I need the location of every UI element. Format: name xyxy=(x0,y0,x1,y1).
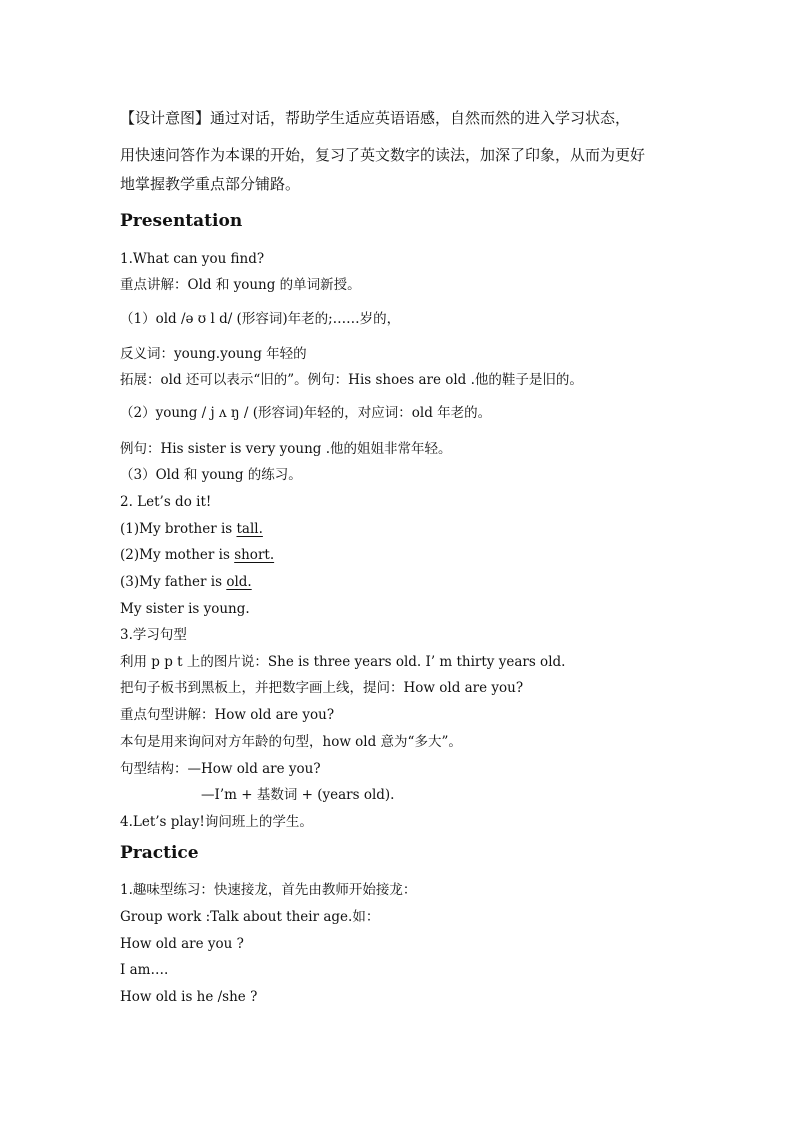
exercise-answer: old. xyxy=(226,574,252,590)
practice-line: I am…. xyxy=(120,962,169,978)
practice-heading: Practice xyxy=(120,843,199,863)
practice-line: 1.趣味型练习：快速接龙，首先由教师开始接龙： xyxy=(120,882,417,898)
exercise-prompt: (3)My father is xyxy=(120,574,227,590)
presentation-line: 例句：His sister is very young .他的姐姐非常年轻。 xyxy=(120,441,452,457)
intent-line-3: 地掌握教学重点部分铺路。 xyxy=(120,175,301,193)
presentation-line: 利用 p p t 上的图片说：She is three years old. I’ m thirty years old. xyxy=(120,654,566,670)
presentation-line: 反义词：young.young 年轻的 xyxy=(120,346,307,362)
presentation-line: 把句子板书到黑板上，并把数字画上线，提问：How old are you? xyxy=(120,680,524,696)
presentation-line: My sister is young. xyxy=(120,601,250,617)
exercise-line xyxy=(120,572,252,592)
practice-line: Group work :Talk about their age.如： xyxy=(120,909,380,925)
exercise-answer: tall. xyxy=(236,521,263,537)
exercise-line xyxy=(120,519,263,539)
presentation-line: 本句是用来询问对方年龄的句型，how old 意为“多大”。 xyxy=(120,734,462,750)
presentation-line: （1）old /ə ʊ l d/ (形容词)年老的;……岁的， xyxy=(120,311,401,327)
practice-line: How old is he /she ? xyxy=(120,989,258,1005)
intent-line-2: 用快速问答作为本课的开始，复习了英文数字的读法，加深了印象，从而为更好 xyxy=(120,146,646,164)
exercise-prompt: (1)My brother is xyxy=(120,521,237,537)
presentation-line: 拓展：old 还可以表示“旧的”。例句：His shoes are old .他的鞋子是旧的。 xyxy=(120,372,583,388)
exercise-prompt: (2)My mother is xyxy=(120,547,235,563)
practice-line: How old are you ? xyxy=(120,936,244,952)
presentation-line: 2. Let’s do it! xyxy=(120,494,212,510)
presentation-line: 句型结构：—How old are you? xyxy=(120,761,321,777)
intent-line-1: 【设计意图】通过对话，帮助学生适应英语语感，自然而然的进入学习状态， xyxy=(120,109,631,127)
presentation-line: 1.What can you find? xyxy=(120,251,265,267)
exercise-line xyxy=(120,545,274,565)
presentation-line: （3）Old 和 young 的练习。 xyxy=(120,467,302,483)
presentation-line: 4.Let’s play!询问班上的学生。 xyxy=(120,814,313,830)
presentation-line: 重点句型讲解：How old are you? xyxy=(120,707,335,723)
presentation-line: 重点讲解：Old 和 young 的单词新授。 xyxy=(120,277,361,293)
presentation-line: （2）young / j ʌ ŋ / (形容词)年轻的，对应词：old 年老的。 xyxy=(120,405,492,421)
presentation-line: 3.学习句型 xyxy=(120,627,187,643)
exercise-answer: short. xyxy=(234,547,275,563)
presentation-line: —I’m + 基数词 + (years old). xyxy=(201,787,395,803)
presentation-heading: Presentation xyxy=(120,211,243,231)
